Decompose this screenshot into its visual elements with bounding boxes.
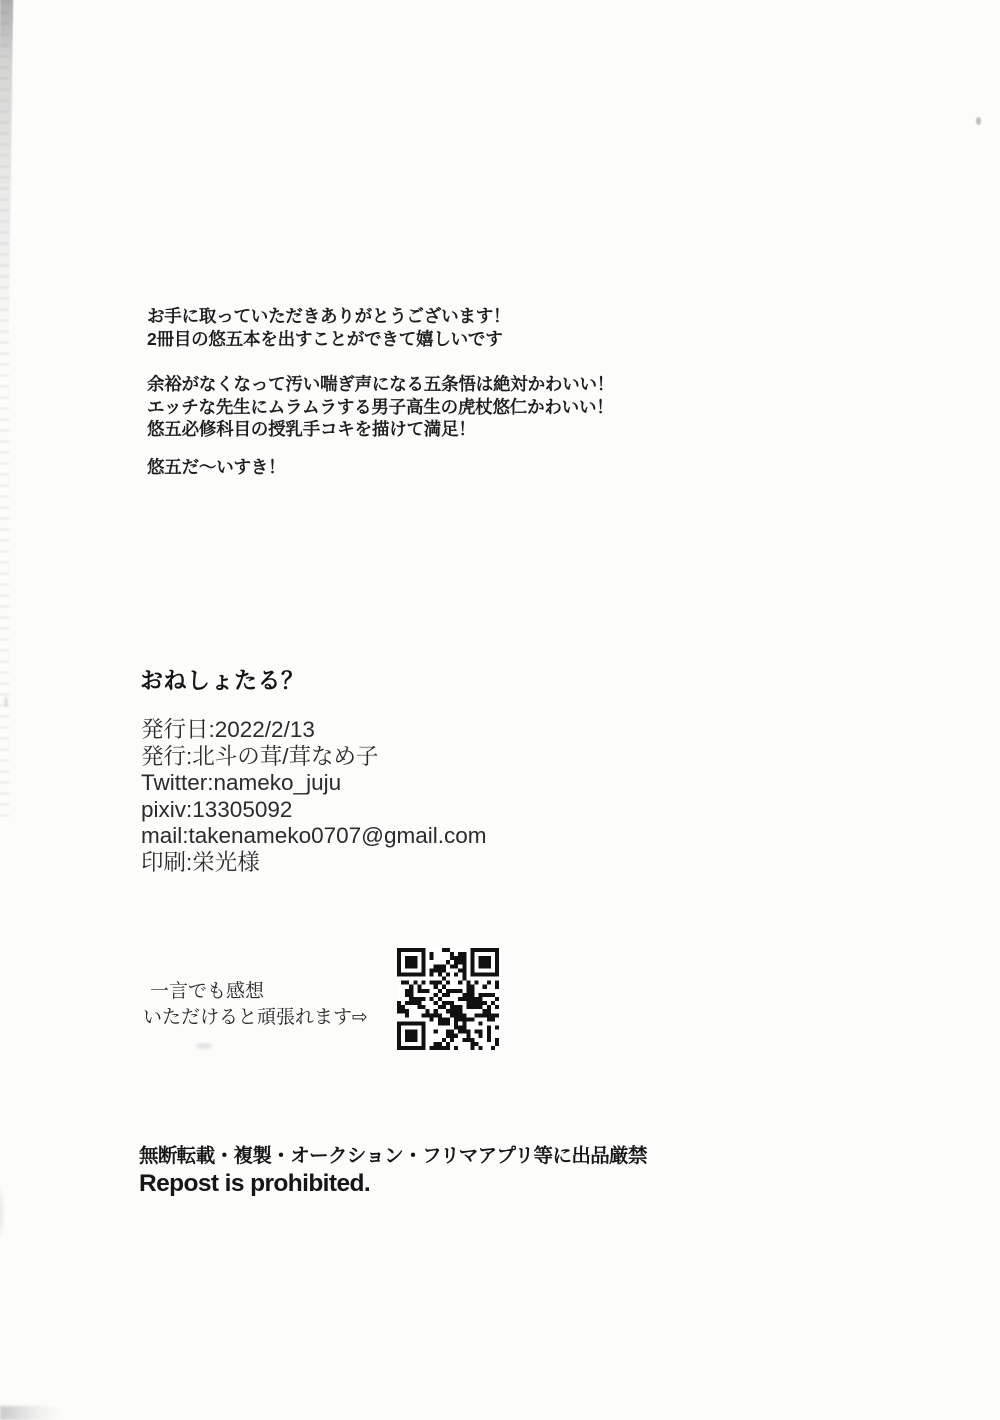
- prohibition-notice-english: Repost is prohibited.: [139, 1170, 371, 1197]
- afterword-line: お手に取っていただきありがとうございます！: [147, 306, 511, 326]
- colophon-publisher: 発行:北斗の茸/茸なめ子: [141, 743, 379, 769]
- afterword-line: 2冊目の悠五本を出すことができて嬉しいです: [147, 328, 503, 349]
- colophon-twitter: Twitter:nameko_juju: [141, 770, 342, 796]
- afterword-paragraph-comments: [147, 373, 614, 441]
- scan-smudge-bottom-left: [0, 1406, 60, 1420]
- colophon: [141, 717, 487, 877]
- afterword-paragraph-closing: [147, 456, 614, 479]
- prohibition-notice-japanese: 無断転載・複製・オークション・フリマアプリ等に出品厳禁: [139, 1145, 647, 1167]
- colophon-pixiv: pixiv:13305092: [141, 796, 293, 822]
- scan-smudge-left: [0, 1178, 6, 1248]
- colophon-mail: mail:takenameko0707@gmail.com: [141, 823, 487, 849]
- afterword-paragraph-thanks: [147, 305, 614, 350]
- afterword-line: 悠五必修科目の授乳手コキを描けて満足！: [147, 419, 476, 440]
- colophon-printer: 印刷:栄光様: [141, 849, 260, 875]
- colophon-publish-date: 発行日:2022/2/13: [141, 717, 315, 742]
- afterword-message: [147, 305, 614, 479]
- scan-speck: [976, 117, 981, 125]
- scan-speck: [196, 1043, 212, 1049]
- feedback-line: 一言でも感想: [150, 981, 265, 1002]
- book-title: おねしょたる？: [140, 667, 305, 693]
- feedback-line-with-arrow-right-icon: いただけると頑張れます⇨: [143, 1006, 368, 1028]
- afterword-line: 余裕がなくなって汚い喘ぎ声になる五条悟は絶対かわいい！: [147, 374, 615, 395]
- qr-code: [397, 948, 499, 1050]
- scan-speck: [4, 697, 8, 707]
- afterword-line: エッチな先生にムラムラする男子高生の虎杖悠仁かわいい！: [147, 396, 614, 417]
- prohibition-notice: [139, 1143, 647, 1198]
- afterword-line: 悠五だ〜いすき！: [147, 456, 286, 477]
- feedback-request: [143, 979, 368, 1030]
